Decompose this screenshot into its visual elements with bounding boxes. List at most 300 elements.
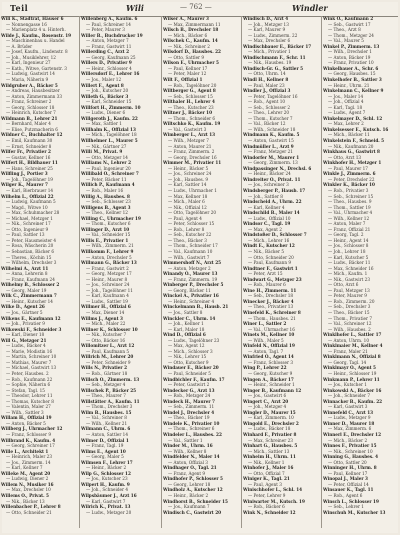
directory-entry: Willhalm K., Offizial 13 <box>81 126 136 132</box>
directory-entry: — Georg, Lehrer 18 <box>168 481 211 487</box>
directory-entry: Wili K., Stadtrat, Häuser 6 <box>1 16 64 21</box>
directory-entry: — Otto, Schneider 21 <box>6 509 52 515</box>
directory-entry: Winkler K., Bäcker 10 <box>323 182 375 188</box>
directory-entry: — Georg, Schlosser 18 <box>6 104 55 110</box>
directory-entry: — Ludw., Offizial 10 <box>248 215 291 221</box>
directory-entry: Wildmann B., Lehrer 21 <box>1 115 58 121</box>
directory-entry: — Peter, Hausbes. 2 <box>6 371 49 376</box>
directory-entry: — Seb., Gastwirt 17 <box>328 21 371 27</box>
directory-entry: — Mich., Maler 22 <box>86 321 126 327</box>
directory-entry: Windler J., Offizial 3 <box>243 88 291 94</box>
directory-entry: Wind D., Offizial 6 <box>163 332 206 338</box>
directory-entry: — Ludw., Metzger 20 <box>86 509 132 515</box>
directory-entry: Wilt F., Offizial 1 <box>163 77 203 83</box>
directory-column-3 <box>163 16 239 528</box>
directory-entry: — Max, Zimmerm. 6 <box>328 426 372 432</box>
directory-entry: — Karl, Maurer 9 <box>248 27 286 33</box>
directory-entry: — Peter, Maurer 9 <box>328 293 367 299</box>
directory-entry: — Val., Maurer 5 <box>328 38 364 44</box>
directory-entry: Windl H., Kellner 8 <box>243 77 289 83</box>
directory-entry: Windpassinger N., Drechsl. 6 <box>243 165 312 171</box>
directory-entry: Winklhofer L., Sattler 17 <box>323 332 382 338</box>
directory-entry: — Franz, Agent 9 <box>168 470 206 476</box>
directory-entry: Winkhaus G., Gastwirt 8 <box>323 149 380 155</box>
directory-entry: Windel J., Drechsler 4 <box>163 409 215 415</box>
directory-entry: — Jos., Kutscher 1 <box>328 382 367 388</box>
directory-entry: — Georg, Maler 5 <box>86 454 124 460</box>
directory-entry: Winhofer J., Maler 16 <box>243 465 294 471</box>
directory-entry: — Anton, Offizial 3 <box>168 459 208 465</box>
directory-entry: Windhorst B., Schneider 15 <box>163 498 228 504</box>
directory-column-2 <box>81 16 159 528</box>
directory-entry: — Val., Uhrmacher 16 <box>248 326 295 332</box>
directory-entry: — Maria, Näherin 9 <box>6 77 49 83</box>
directory-entry: Windele K., Privatier 10 <box>163 420 220 426</box>
directory-entry: — Peter, Hausmeister 4 <box>6 237 57 243</box>
directory-entry: Willi M., Privat. 9 <box>81 149 123 155</box>
directory-entry: Willberg J., Uhrmacher 12 <box>1 426 63 432</box>
directory-entry: — Ludw., Metzger 9 <box>328 415 371 421</box>
directory-entry: — Thom., Schneider 6 <box>168 115 216 121</box>
directory-entry: — Franz, Tagl. 19 <box>86 443 124 449</box>
directory-entry: — Theo., Bäcker 3 <box>168 237 207 243</box>
directory-entry: Willschek P., Bäcker 25 <box>81 387 137 393</box>
directory-entry: — Anton, Tagl. 7 <box>248 348 284 354</box>
directory-entry: Willeth G., Bäcker 3 <box>81 93 129 99</box>
directory-entry: — Rosa, Wäscherin 20 <box>6 243 54 249</box>
directory-entry: Wilpsbäumer J., Arzt 16 <box>81 493 137 499</box>
directory-entry: Willrich M., Lehrer 20 <box>81 354 134 360</box>
directory-entry: Wilmsen F., Lehrer 17 <box>81 459 133 465</box>
directory-column-5 <box>323 16 395 528</box>
directory-entry: — Wilh., Zimmerm. 21 <box>86 243 134 249</box>
directory-entry: — Gustav, Kellner 16 <box>6 154 51 160</box>
directory-entry: Windmann K., Kaufm. 5 <box>243 132 300 138</box>
directory-entry: Winopal J., Maler 3 <box>323 476 368 482</box>
directory-entry: Willbrand K., Kaufm. 4 <box>1 437 56 443</box>
directory-entry: — Rob., Maurer 6 <box>248 282 286 288</box>
directory-entry: — Heinrich, Maler 23 <box>6 454 52 460</box>
directory-entry: — Otto, Arzt 6 <box>328 282 359 288</box>
directory-entry: — Nik., Gärtner 27 <box>86 143 127 149</box>
directory-entry: — Max, Sattler 1 <box>86 121 122 127</box>
directory-entry: — Seb., Schlosser 15 <box>168 93 213 99</box>
directory-entry: Will G., Metzger 21 <box>1 337 47 343</box>
directory-entry: Windschild B., Maler 14 <box>243 210 300 216</box>
directory-entry: Winkelmayer D., Schl. 12 <box>323 115 383 121</box>
directory-entry: Willig A., Hausbes. 8 <box>81 193 130 199</box>
directory-entry: Wilp G., Schlosser 12 <box>81 470 131 476</box>
directory-entry: — Seb., Zimmerm. 11 <box>168 404 215 410</box>
directory-entry: — Georg, Drechsler 16 <box>168 154 217 160</box>
directory-entry: — Heinr., Schlosser 19 <box>328 371 377 376</box>
directory-entry: — Wilh., Kellner 8 <box>168 448 207 454</box>
directory-entry: — Nik., Schreiner 10 <box>328 448 373 454</box>
directory-entry: — Paul, Maler 23 <box>248 82 285 88</box>
directory-entry: Wilk C., Zimmermann 7 <box>1 293 57 299</box>
directory-entry: Winner D., Maurer 18 <box>323 420 375 426</box>
directory-entry: — Rob., Zimmerm. 20 <box>328 298 375 304</box>
directory-entry: Wilpert H., Kaufm. 9 <box>81 481 130 487</box>
directory-entry: Willems O., Privat. 5 <box>1 493 49 499</box>
directory-entry: — Ludw., Tagelöhner 23 <box>168 337 220 343</box>
directory-entry: — Anton, Zimmermann 33 <box>6 93 62 99</box>
directory-entry: — Joh., Kutscher 20 <box>86 88 129 94</box>
directory-entry: — Theo., Bäcker 15 <box>328 309 370 315</box>
directory-entry: Windhofer P., Schlosser 5 <box>163 476 223 482</box>
directory-entry: Wilger K., Maurer 7 <box>1 182 48 188</box>
directory-entry: — Nik., Bäcker 5 <box>248 248 284 254</box>
directory-entry: — Joh., Schneider 4 <box>86 487 128 493</box>
directory-entry: — Franz, Schlosser 9 <box>6 432 52 438</box>
directory-entry: — Joh., Privatier 9 <box>6 321 45 327</box>
directory-entry: — Max, Agent 12 <box>168 343 205 349</box>
directory-entry: Windholz A., Kutscher 12 <box>163 487 223 493</box>
directory-entry: — Valentin, Maler 27 <box>6 404 51 410</box>
directory-entry: — Max, Drechsler 10 <box>6 487 51 493</box>
directory-entry: Windbichler F., Kaufm. 17 <box>163 376 225 382</box>
directory-entry: — Jos., Zimmerm. 14 <box>6 459 51 465</box>
directory-entry: — Nik., Offizial 12 <box>168 204 207 210</box>
directory-entry: — Franz, Kaufmann 24 <box>6 276 55 282</box>
directory-entry: Windt E., Kutscher 12 <box>243 243 295 249</box>
directory-entry: Willerding C., Arzt 2 <box>81 49 129 55</box>
directory-entry: — Paul, Kellner 17 <box>168 65 208 71</box>
directory-entry: — Joh., Tagelöhner 11 <box>86 287 133 293</box>
directory-entry: — Georg, Bäcker 11 <box>168 287 211 293</box>
directory-entry: — Nik., Lehrer 15 <box>168 354 207 360</box>
directory-entry: Wilkowski F., Schneider 3 <box>1 326 62 332</box>
directory-entry: — Nik., Schreiner 2 <box>168 43 210 49</box>
column-divider <box>79 16 80 528</box>
directory-entry: Winkhofer H., Metzger 1 <box>323 160 382 166</box>
directory-entry: — Seb., Metzger 4 <box>86 382 126 388</box>
directory-entry: Willeke M., Agent 20 <box>1 470 51 476</box>
directory-entry: Windeck H., Maurer 7 <box>163 398 215 404</box>
directory-entry: — Magd., Witwe 10 <box>6 204 48 210</box>
directory-entry: — Rob., Metzger 24 <box>168 393 211 399</box>
directory-entry: — Joh., Hausbes. 9 <box>168 176 209 182</box>
directory-entry: Willis E., Privatier 1 <box>81 237 129 243</box>
directory-entry: Wingen A., Bäcker 17 <box>243 376 294 382</box>
directory-entry: — Peter, Gastwirt 2 <box>168 382 210 388</box>
directory-entry: — Karl, Sattler 14 <box>168 182 207 188</box>
directory-entry: Winkelmann C., Kellner 9 <box>323 88 384 94</box>
directory-entry: — Anton, Drechsler 5 <box>86 254 132 260</box>
directory-entry: — Mich., Maler 6 <box>168 199 205 205</box>
column-divider <box>161 16 162 528</box>
directory-entry: Windecker G., Arzt 13 <box>163 387 215 393</box>
directory-entry: — Seb., Drechsler 3 <box>328 304 371 310</box>
directory-entry: Windisch D., Arzt 4 <box>243 16 289 21</box>
directory-entry: Winecker J., Bäcker 4 <box>243 298 294 304</box>
directory-entry: — Rob., Lehrer 8 <box>168 226 205 232</box>
directory-entry: Willsch O., Zimmerm. 13 <box>81 376 140 382</box>
directory-entry: — Theres., Köchin 15 <box>6 254 52 260</box>
directory-entry: — Ernst, Schneider 8 <box>6 143 52 149</box>
directory-entry: Winnerl E., Drechsler 12 <box>323 432 381 438</box>
directory-entry: Winkelhofer B., Sattler 3 <box>323 77 382 83</box>
directory-entry: — Karl, Schneider 15 <box>86 99 132 105</box>
directory-entry: — Theo., Bäcker 19 <box>168 415 210 421</box>
directory-entry: — Wilh., Maler 5 <box>248 337 284 343</box>
directory-entry: Windischbauer E., Bäcker 17 <box>243 43 312 49</box>
directory-entry: Winischhofer L., Schl. 14 <box>243 487 303 493</box>
directory-entry: — Otto, Offizial 7 <box>248 470 285 476</box>
directory-entry: — Heinr., Bäcker 2 <box>86 465 127 471</box>
directory-entry: — Otto, Kutscher 9 <box>168 359 209 365</box>
directory-entry: — Ludw., Uhrmacher 1 <box>168 187 217 193</box>
directory-entry: — Peter, Bäcker 11 <box>86 176 127 182</box>
directory-entry: Windsor C., Tagl. 19 <box>243 221 291 227</box>
directory-entry: — Rob., Privatier 3 <box>328 187 369 193</box>
directory-entry: — Seb., Kutscher 22 <box>168 232 212 238</box>
directory-entry: Windtner F., Gastwirt 1 <box>243 265 298 271</box>
directory-entry: Winger B., Kaufmann 12 <box>243 387 302 393</box>
directory-entry: — Karl, Diener 18 <box>6 332 45 338</box>
directory-entry: Windwart G., Metzger 23 <box>243 276 302 282</box>
directory-entry: — Val., Sattler 1 <box>168 437 203 443</box>
directory-entry: — Val., Uhrmacher 4 <box>328 210 373 216</box>
directory-entry: — Franz, Schlosser 3 <box>248 359 294 365</box>
directory-entry: — Jos., Schreiner 24 <box>168 171 212 177</box>
directory-entry: Wildgruber A., Bäcker 5 <box>1 82 58 88</box>
directory-entry: — Karl, Kutscher 5 <box>328 254 369 260</box>
directory-entry: — Heinr., Bäcker 24 <box>248 171 291 177</box>
directory-entry: — Anton, Maler 7 <box>328 221 366 227</box>
directory-entry: Willner K., Schlosser 10 <box>81 326 138 332</box>
directory-entry: Willmann G., Bäcker 13 <box>81 260 137 266</box>
directory-entry: — Jos., Gärtner 5 <box>6 309 43 315</box>
directory-entry: — Nik., Schreiner 17 <box>6 221 51 227</box>
directory-entry: Winsch L., Schlosser 19 <box>323 498 379 504</box>
directory-entry: — Val., Schreiner 8 <box>86 415 127 421</box>
directory-entry: — Karl, Kellner 7 <box>6 465 43 471</box>
directory-entry: — Anton, Maurer 21 <box>168 143 212 149</box>
directory-entry: Winschuh M., Kutscher 13 <box>323 509 386 515</box>
directory-entry: — Thom., Privatier 7 <box>328 315 373 321</box>
directory-entry: — Wilh., Hausbes. 2 <box>328 326 371 332</box>
directory-entry: Willgeroth J., Kaufm. 22 <box>81 115 138 121</box>
directory-entry: — Val., Schneider 15 <box>86 232 131 238</box>
directory-entry: — Theodor, Lehrer 11 <box>6 393 53 399</box>
directory-entry: Wimberger L., Arzt 13 <box>163 132 216 138</box>
directory-entry: — Michael, Gastwirt 13 <box>6 365 57 371</box>
directory-entry: Willkomm F., Lehrer 9 <box>81 248 134 254</box>
directory-entry: — Wilh., Drechsler 1 <box>328 49 372 55</box>
directory-entry: Wilhelmy B., Schlosser 2 <box>1 282 60 288</box>
directory-entry: — Heinrich, Kutscher 7 <box>6 110 56 116</box>
directory-entry: — Thom., Schneider 17 <box>168 243 218 249</box>
directory-entry: — Peter, Lehrer 9 <box>248 493 286 499</box>
directory-entry: Winkmann P., Lehrer 11 <box>323 376 380 382</box>
directory-entry: — Wilh., Gastwirt 7 <box>168 254 210 260</box>
directory-entry: — Mich., Bäcker 2 <box>328 437 368 443</box>
directory-entry: Willersdorf E., Lehrer 16 <box>81 71 140 77</box>
directory-entry: Wille L., Architekt 1 <box>1 448 49 454</box>
directory-entry: Windischmann F., Schr. 11 <box>243 54 306 60</box>
directory-entry: — Peter, Arzt 15 <box>248 271 283 277</box>
directory-entry: Wink O., Kaufmann 2 <box>323 16 374 21</box>
directory-entry: Winnacker B., Kaufm. 22 <box>323 398 383 404</box>
directory-entry: — Ludw., Bäcker 11 <box>328 260 371 266</box>
directory-entry: — Seb., Lehrer 1 <box>328 504 364 510</box>
directory-entry: Winckel A., Privatier 16 <box>163 293 219 299</box>
directory-entry: — Joh., Tagelöhner 19 <box>6 176 53 182</box>
directory-entry: Wingler D., Maurer 15 <box>243 409 296 415</box>
directory-entry: Willfort H., Zimmerm. 10 <box>81 104 141 110</box>
directory-entry: — Franz, Privatier 10 <box>328 60 374 66</box>
directory-entry: — Joh., Kellner 1 <box>168 321 204 327</box>
directory-entry: — Kath., Witwe, Gartenstr. 3 <box>6 65 67 71</box>
directory-entry: — Karl, Kellner 4 <box>248 204 285 210</box>
directory-entry: — Anton, Bäcker 5 <box>6 420 46 426</box>
directory-entry: — Franz, Gastwirt 2 <box>86 265 129 271</box>
directory-entry: — Jos., Kutscher 23 <box>86 476 128 482</box>
directory-entry: — Nik., Kellner 1 <box>248 459 285 465</box>
directory-entry: — Seb., Schlosser 23 <box>86 199 131 205</box>
directory-entry: — Max, Schreiner 23 <box>248 437 293 443</box>
directory-entry: — Val., Bäcker 12 <box>248 121 286 127</box>
directory-entry: Wills N., Privatier 2 <box>81 365 128 371</box>
directory-entry: Winklmaier M., Kellner 4 <box>323 343 383 349</box>
directory-entry: — Joh., Offizial 4 <box>328 99 364 105</box>
directory-entry: — Josef, Kaufm., Lindenstr. 8 <box>6 49 68 55</box>
directory-entry: — Georg, Schreiner 17 <box>6 443 55 449</box>
directory-entry: Winberger P., Drechsler 5 <box>163 282 224 288</box>
directory-entry: Windhager O., Tagl. 21 <box>163 465 217 471</box>
directory-entry: — Joh., Schneider 7 <box>328 393 370 399</box>
directory-entry: Winheim H., Uhrm. 11 <box>243 454 296 460</box>
directory-entry: — Rob., Bäcker 6 <box>248 504 285 510</box>
directory-entry: — Marie, Modistin 16 <box>6 348 53 354</box>
directory-entry: Winnefeld C., Arzt 13 <box>323 409 374 415</box>
directory-entry: — Stefan, Tagl. 15 <box>6 387 45 393</box>
directory-entry: — Otto, Sattler 9 <box>168 54 205 60</box>
directory-entry: — Mich., Bäcker 6 <box>168 32 208 38</box>
directory-entry: — Rob., Agent 6 <box>328 493 363 499</box>
directory-entry: Wilthaler H., Lehrer 4 <box>163 99 215 105</box>
directory-entry: Windisch C., Gastwirt 20 <box>163 509 222 515</box>
directory-entry: — Joh., Sattler 8 <box>248 193 283 199</box>
directory-entry: — Wilh., Kellner 21 <box>86 420 128 426</box>
directory-entry: — Otto, Schneider 20 <box>248 254 294 260</box>
directory-entry: Windorfer M., Maurer 1 <box>243 154 300 160</box>
directory-entry: Winer L., Sattler 2 <box>243 321 287 327</box>
directory-entry: Winfeld N., Offizial 19 <box>243 343 295 349</box>
directory-entry: — Mich., Lehrer 16 <box>248 237 290 243</box>
directory-entry: Winklmayr O., Agent 5 <box>323 365 376 371</box>
directory-entry: Winhart G., Hausbes. 5 <box>243 443 298 449</box>
directory-entry: — Peter, Offizial 14 <box>328 481 369 487</box>
directory-entry: — Rob., Gärtner 18 <box>86 371 128 376</box>
directory-entry: — Otto, Bäcker 16 <box>86 337 126 343</box>
directory-entry: — Peter, Drechsler 22 <box>328 176 375 182</box>
directory-entry: — Otto, Uhrm. 14 <box>248 71 286 77</box>
directory-entry: — Heinr., Schreiner 4 <box>168 298 215 304</box>
directory-entry: — Anton, Sattler 14 <box>86 432 129 438</box>
directory-entry: — Otto, Tagelöhner 20 <box>168 210 217 216</box>
directory-entry: — Wilh., Schneider 18 <box>248 126 296 132</box>
directory-entry: — Georg, Tagl. 2 <box>328 232 364 238</box>
directory-entry: Wilhelmi A., Arzt 11 <box>1 265 49 271</box>
directory-entry: Winckler C., Uhrm. 14 <box>163 315 216 321</box>
directory-entry: — Heinr., Uhrm. 21 <box>328 82 370 88</box>
directory-entry: — Val., Kaufmann 10 <box>168 248 213 254</box>
directory-entry: — Mich., Sattler 13 <box>248 448 290 454</box>
directory-entry: — Rob., Tagelöhner 20 <box>168 82 217 88</box>
directory-entry: Windauer E., Bäcker 20 <box>163 365 219 371</box>
directory-entry: — Thom., Sattler 19 <box>328 204 371 210</box>
directory-entry: — Ludw., Bäcker 18 <box>248 426 291 432</box>
directory-entry: — Thomas, Kutscher 8 <box>6 398 54 404</box>
directory-entry: — Karl, Bierbrauer 14 <box>6 187 54 193</box>
directory-entry: — Max, Diener 14 <box>86 309 125 315</box>
directory-entry: — Max, Zimmermann 11 <box>168 21 221 27</box>
directory-entry: — Rob., Maler 16 <box>86 187 124 193</box>
directory-entry: Windreiter O., Privat. 11 <box>243 176 301 182</box>
directory-entry: Willem N., Musiker 16 <box>1 481 54 487</box>
directory-entry: — Nik., Kaufmann 20 <box>328 143 374 149</box>
directory-entry: Willigens B., Agent 3 <box>81 204 131 210</box>
column-divider <box>241 16 242 528</box>
directory-entry: Winklmann N., Offizial 8 <box>323 354 381 360</box>
directory-entry: Wildner C., Buchhalter 12 <box>1 132 63 138</box>
directory-entry: Willhelmer L., Maurer 5 <box>81 138 138 144</box>
directory-entry: — Max, Lehrer 2 <box>328 121 364 127</box>
directory-entry: — Karl, Ingenieur 27 <box>6 60 51 66</box>
directory-entry: Windmüller L., Arzt 9 <box>243 143 294 149</box>
directory-entry: — Ludw., Diener 6 <box>86 110 126 116</box>
directory-entry: — Theo., Kellner 12 <box>86 210 128 216</box>
directory-entry: Wilde J., Kaufm., Rosenstr. 19 <box>1 32 72 38</box>
directory-entry: Wilfert H., Bildhauer 11 <box>1 160 58 166</box>
directory-entry: — Paul, Kaufmann 5 <box>86 348 130 354</box>
directory-entry: — Emil, Kaufmann 30 <box>6 138 53 144</box>
directory-entry: — Martin, Schreiner 10 <box>6 354 57 360</box>
directory-entry: — Thom., Drechsler 3 <box>86 404 133 410</box>
directory-entry: Wilfer Fr., Privatier 2 <box>1 149 51 155</box>
directory-entry: Winhard F., Privatier 8 <box>243 432 297 438</box>
directory-entry: — Paul, Agent 4 <box>168 215 202 221</box>
directory-entry: — Karl, Zimmerm. 10 <box>248 415 294 421</box>
directory-entry: Wilhelm L., Offizial 22 <box>1 193 54 199</box>
directory-entry: — Peter, Maler 12 <box>168 71 207 77</box>
directory-entry: — Franz, Gastwirt 11 <box>86 43 132 49</box>
directory-entry: Winkelsesser E., Kutsch. 16 <box>323 126 389 132</box>
directory-entry: — Ludwig, Diener 2 <box>6 476 49 482</box>
directory-entry: Winninger H., Uhrm. 8 <box>323 465 377 471</box>
directory-entry: — Mich., Tagelöhner 18 <box>86 132 137 138</box>
directory-entry: Winiwarter M., Kutsch. 19 <box>243 498 305 504</box>
directory-entry: — Elise, Putzmacherin 6 <box>6 126 58 132</box>
directory-entry: — Peter, Maurer 3 <box>86 27 125 33</box>
directory-entry: — Ludw., Agent 7 <box>328 110 366 116</box>
directory-entry: — Peter, Tagelöhner 16 <box>248 93 298 99</box>
directory-entry: Windeler L., Hausbes. 22 <box>163 432 222 438</box>
directory-entry: — Ludwig, Gastwirt 14 <box>6 71 55 77</box>
directory-entry: Wilke D., Agent 26 <box>1 304 45 310</box>
directory-entry: Willstätter A., Kaufm. 11 <box>81 398 140 404</box>
directory-entry: — Anton, Metzger 2 <box>168 265 211 271</box>
directory-entry: Willomitzer L., Arzt 12 <box>81 343 135 349</box>
directory-entry: — Joh., Metzger 4 <box>248 404 287 410</box>
directory-entry: — Nik., Kutscher 7 <box>86 332 127 338</box>
directory-entry: Wilschek C., Kaufm. 14 <box>163 38 218 44</box>
directory-entry: Windstoßer D., Schlosser 7 <box>243 232 307 238</box>
directory-entry: — Otto, Arzt 13 <box>328 154 362 160</box>
directory-entry: Windsberger P., Hausb. 17 <box>243 187 306 193</box>
